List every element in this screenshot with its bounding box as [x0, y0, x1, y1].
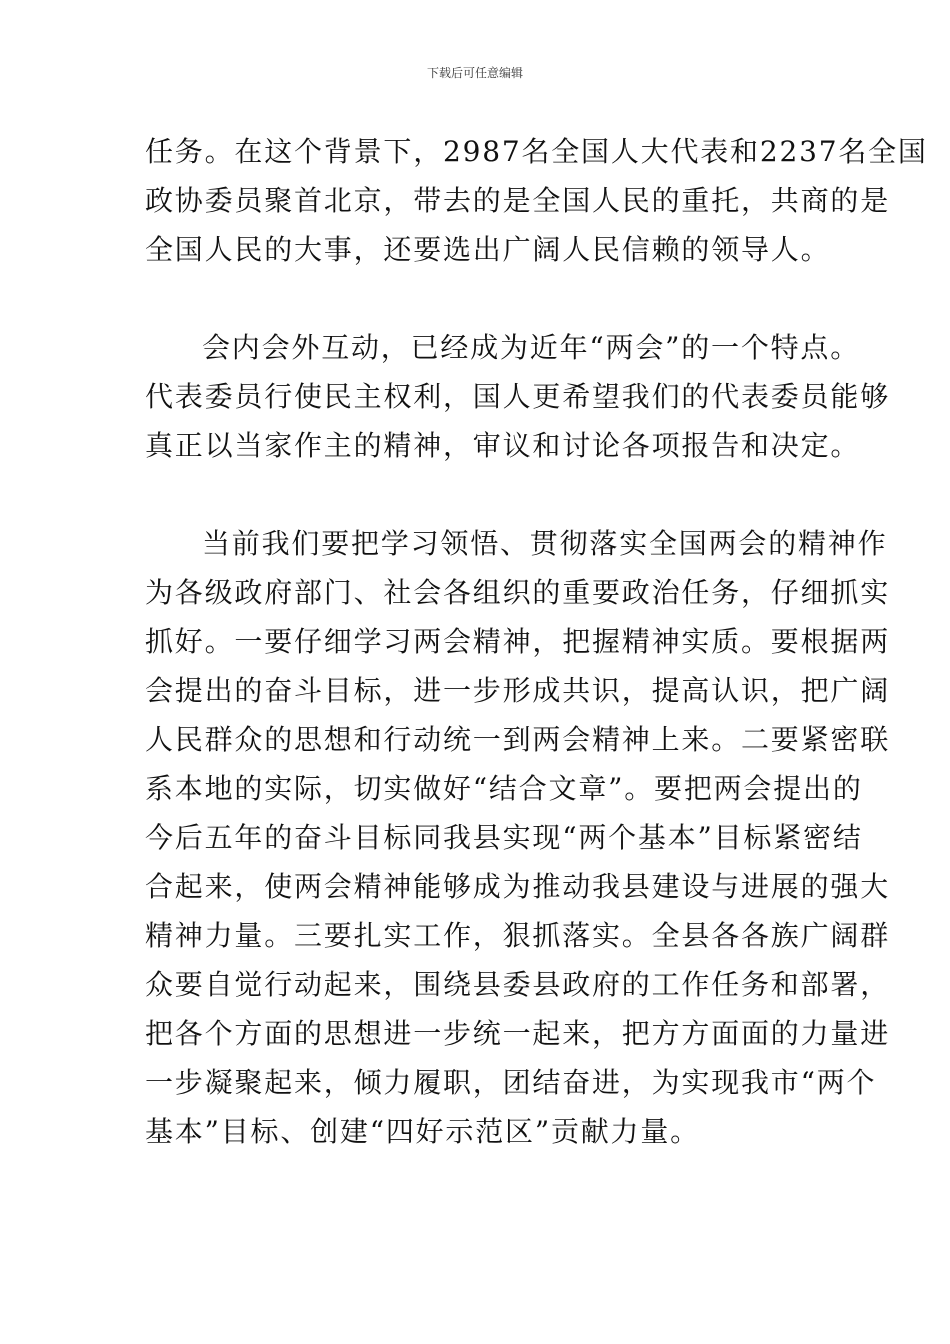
paragraph-line: 真正以当家作主的精神，审议和讨论各项报告和决定。	[145, 429, 861, 462]
paragraph-line: 众要自觉行动起来，围绕县委县政府的工作任务和部署，	[145, 968, 891, 1001]
paragraph-line: 一步凝聚起来，倾力履职，团结奋进，为实现我市“两个	[145, 1066, 877, 1099]
paragraph-line: 政协委员聚首北京，带去的是全国人民的重托，共商的是	[145, 184, 891, 217]
paragraph-line: 把各个方面的思想进一步统一起来，把方方面面的力量进	[145, 1017, 891, 1050]
paragraph-line: 精神力量。三要扎实工作，狠抓落实。全县各各族广阔群	[145, 919, 891, 952]
paragraph-line: 合起来，使两会精神能够成为推动我县建设与进展的强大	[145, 870, 891, 903]
paragraph-line: 基本”目标、创建“四好示范区”贡献力量。	[145, 1115, 700, 1148]
paragraph-line: 会提出的奋斗目标，进一步形成共识，提高认识，把广阔	[145, 674, 891, 707]
paragraph-line: 任务。在这个背景下，2987名全国人大代表和2237名全国	[145, 135, 928, 168]
paragraph-line: 会内会外互动，已经成为近年“两会”的一个特点。	[202, 331, 861, 364]
paragraph-line: 代表委员行使民主权利，国人更希望我们的代表委员能够	[145, 380, 891, 413]
paragraph-line: 今后五年的奋斗目标同我县实现“两个基本”目标紧密结	[145, 821, 863, 854]
paragraph-line: 系本地的实际，切实做好“结合文章”。要把两会提出的	[145, 772, 863, 805]
page-header: 下载后可任意编辑	[426, 66, 523, 80]
paragraph-3	[145, 519, 891, 1156]
paragraph-1	[145, 127, 928, 274]
paragraph-line: 人民群众的思想和行动统一到两会精神上来。二要紧密联	[145, 723, 891, 756]
document-body	[145, 127, 928, 1156]
paragraph-line: 全国人民的大事，还要选出广阔人民信赖的领导人。	[145, 233, 831, 266]
paragraph-line: 当前我们要把学习领悟、贯彻落实全国两会的精神作	[202, 527, 888, 560]
paragraph-line: 为各级政府部门、社会各组织的重要政治任务，仔细抓实	[145, 576, 891, 609]
paragraph-2	[145, 323, 891, 470]
paragraph-line: 抓好。一要仔细学习两会精神，把握精神实质。要根据两	[145, 625, 891, 658]
